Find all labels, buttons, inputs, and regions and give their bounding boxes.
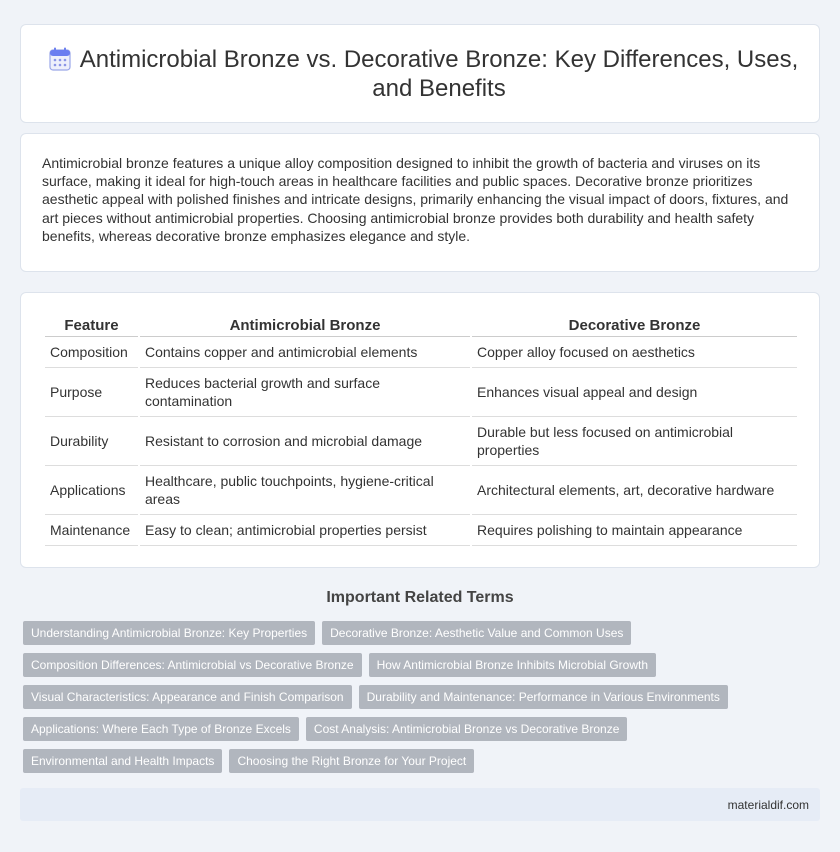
related-term-link[interactable]: Choosing the Right Bronze for Your Project xyxy=(229,749,474,773)
related-terms-list xyxy=(23,621,803,781)
footer-site-link[interactable]: materialdif.com xyxy=(727,798,809,812)
comparison-table xyxy=(43,315,799,546)
table-row xyxy=(45,515,797,546)
row-feature: Maintenance xyxy=(45,515,138,546)
related-terms-title: Important Related Terms xyxy=(326,589,514,606)
page-title: Antimicrobial Bronze vs. Decorative Bronze: Key Differences, Uses, and Benefits xyxy=(79,46,799,102)
comparison-table-card xyxy=(20,292,820,568)
header-antimicrobial: Antimicrobial Bronze xyxy=(140,315,470,337)
row-antimicrobial: Easy to clean; antimicrobial properties persist xyxy=(140,515,470,546)
row-feature: Applications xyxy=(45,466,138,515)
related-term-link[interactable]: Visual Characteristics: Appearance and Finish Comparison xyxy=(23,685,352,709)
intro-paragraph: Antimicrobial bronze features a unique alloy composition designed to inhibit the growth of bacteria and viruses on its surface, making it ideal for high-touch areas in healthcare facilities and public spaces. Decorative bronze prioritizes aesthetic appeal with polished finishes and intricate designs, primarily enhancing the visual impact of doors, fixtures, and art pieces without antimicrobial properties. Choosing antimicrobial bronze provides both durability and health safety benefits, whereas decorative bronze emphasizes elegance and style. xyxy=(42,155,789,244)
table-row xyxy=(45,417,797,466)
intro-card xyxy=(20,133,820,272)
row-decorative: Durable but less focused on antimicrobial properties xyxy=(472,417,797,466)
footer xyxy=(20,788,820,821)
row-decorative: Architectural elements, art, decorative hardware xyxy=(472,466,797,515)
header-decorative: Decorative Bronze xyxy=(472,315,797,337)
related-term-link[interactable]: Cost Analysis: Antimicrobial Bronze vs Decorative Bronze xyxy=(306,717,627,741)
row-feature: Composition xyxy=(45,337,138,368)
table-row xyxy=(45,466,797,515)
row-antimicrobial: Resistant to corrosion and microbial damage xyxy=(140,417,470,466)
row-feature: Purpose xyxy=(45,368,138,417)
related-term-link[interactable]: Composition Differences: Antimicrobial vs Decorative Bronze xyxy=(23,653,362,677)
related-term-link[interactable]: Durability and Maintenance: Performance in Various Environments xyxy=(359,685,728,709)
related-term-link[interactable]: How Antimicrobial Bronze Inhibits Microbial Growth xyxy=(369,653,656,677)
row-decorative: Enhances visual appeal and design xyxy=(472,368,797,417)
row-antimicrobial: Healthcare, public touchpoints, hygiene-critical areas xyxy=(140,466,470,515)
row-decorative: Copper alloy focused on aesthetics xyxy=(472,337,797,368)
row-decorative: Requires polishing to maintain appearance xyxy=(472,515,797,546)
row-antimicrobial: Reduces bacterial growth and surface contamination xyxy=(140,368,470,417)
related-term-link[interactable]: Applications: Where Each Type of Bronze Excels xyxy=(23,717,299,741)
row-feature: Durability xyxy=(45,417,138,466)
related-term-link[interactable]: Environmental and Health Impacts xyxy=(23,749,222,773)
table-row xyxy=(45,368,797,417)
related-term-link[interactable]: Decorative Bronze: Aesthetic Value and Common Uses xyxy=(322,621,631,645)
table-header-row xyxy=(45,315,797,337)
table-row xyxy=(45,337,797,368)
header-card xyxy=(20,24,820,123)
row-antimicrobial: Contains copper and antimicrobial elements xyxy=(140,337,470,368)
related-term-link[interactable]: Understanding Antimicrobial Bronze: Key Properties xyxy=(23,621,315,645)
header-feature: Feature xyxy=(45,315,138,337)
